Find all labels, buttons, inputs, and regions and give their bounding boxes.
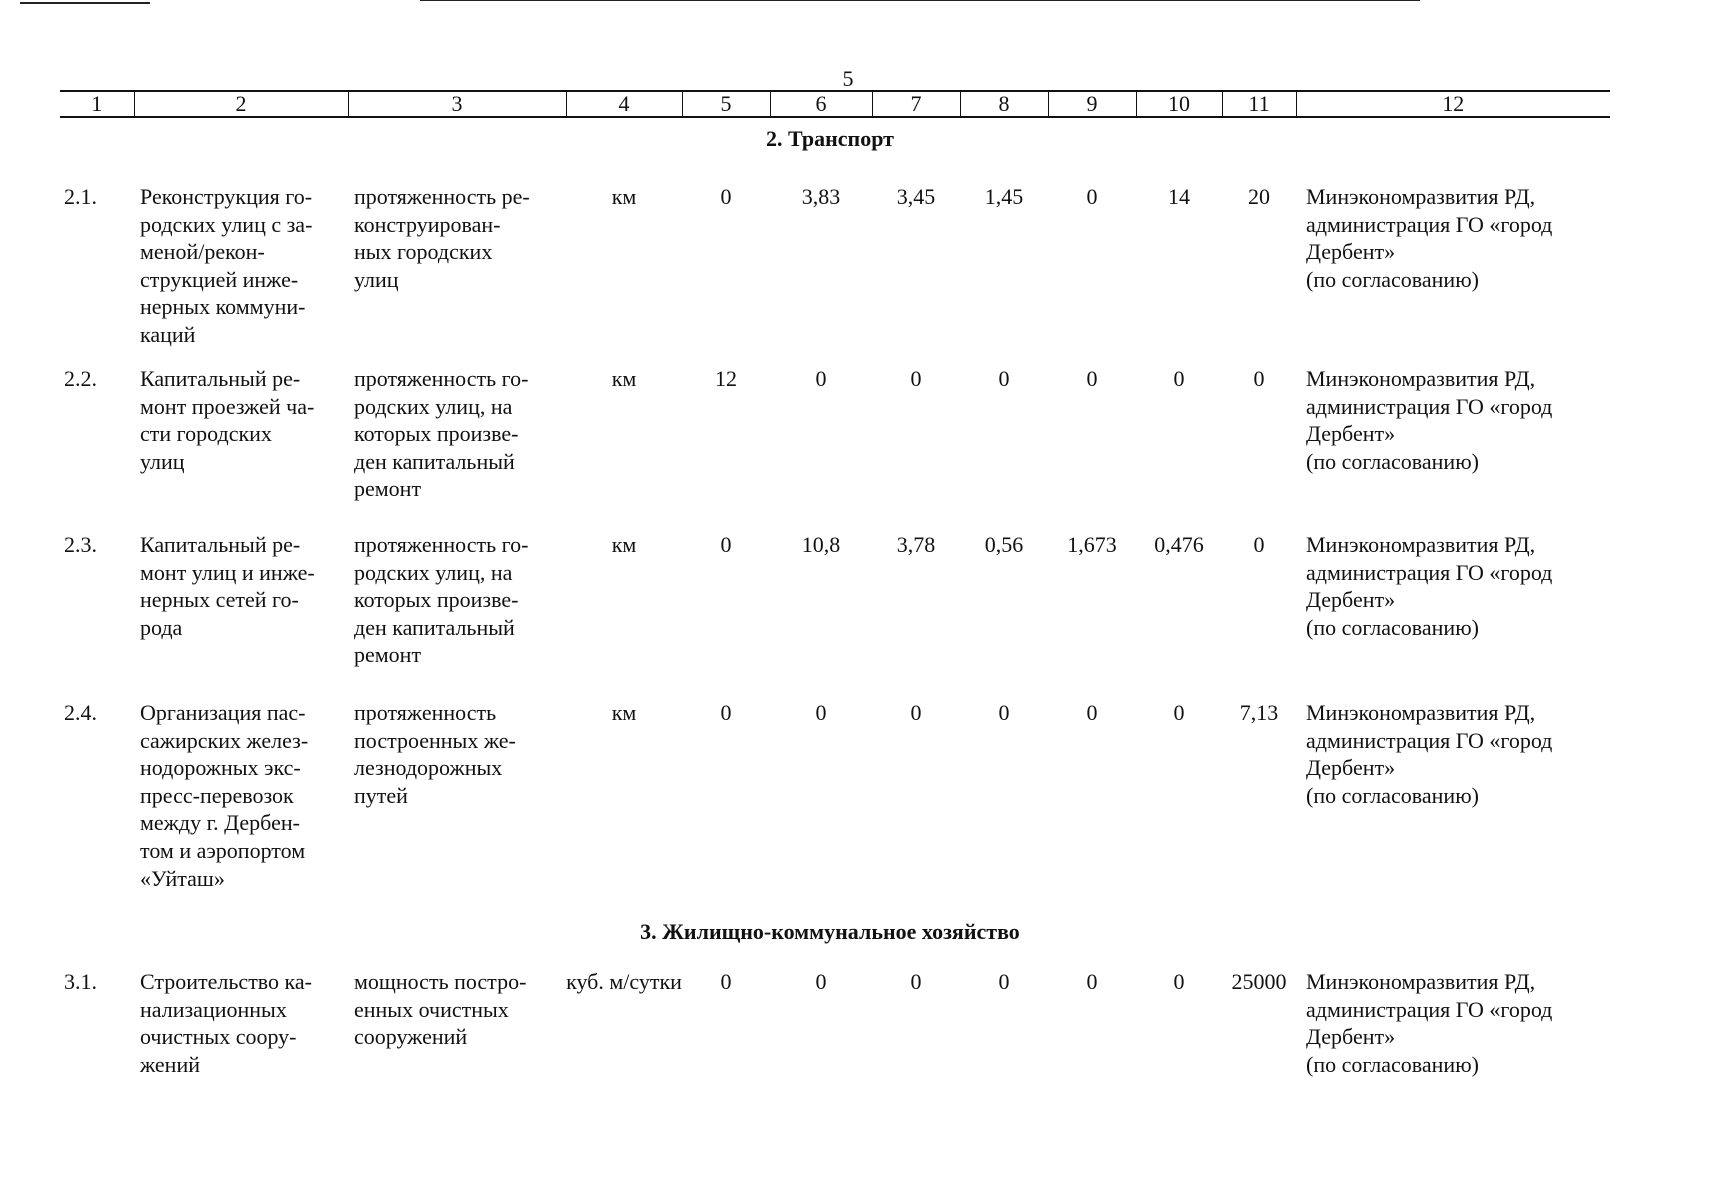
- unit-cell: км: [611, 366, 637, 391]
- measure-name: Реконструкция го- родских улиц с за- меной/рекон- струкцией инже- нерных коммуни- каций: [140, 184, 313, 347]
- table-row: [60, 699, 1600, 909]
- value-cell: 14: [1168, 184, 1190, 209]
- indicator-name: протяженность го- родских улиц, на которых произве- ден капитальный ремонт: [354, 532, 529, 668]
- column-number: 10: [1136, 91, 1222, 117]
- column-number-header: [60, 90, 1610, 118]
- value-cell: 0: [1086, 969, 1098, 994]
- table-row: [60, 531, 1600, 699]
- column-number: 6: [770, 91, 872, 117]
- value-cell: 0: [998, 969, 1010, 994]
- data-table-housing: [60, 968, 1600, 1088]
- row-number: 2.3.: [64, 532, 97, 557]
- indicator-name: протяженность ре- конструирован- ных городских улиц: [354, 184, 530, 292]
- column-number: 5: [682, 91, 770, 117]
- value-cell: 0: [815, 969, 827, 994]
- column-number: 2: [134, 91, 348, 117]
- value-cell: 0: [720, 969, 732, 994]
- top-border-line: [420, 0, 1420, 1]
- section-title-transport: 2. Транспорт: [766, 126, 894, 151]
- value-cell: 0: [910, 700, 922, 725]
- responsible-cell: Минэкономразвития РД, администрация ГО «город Дербент» (по согласованию): [1306, 532, 1553, 640]
- value-cell: 0: [1173, 366, 1185, 391]
- column-number: 7: [872, 91, 960, 117]
- value-cell: 0: [998, 700, 1010, 725]
- value-cell: 0: [910, 366, 922, 391]
- responsible-cell: Минэкономразвития РД, администрация ГО «город Дербент» (по согласованию): [1306, 700, 1553, 808]
- unit-cell: куб. м/сутки: [566, 969, 682, 994]
- unit-cell: км: [611, 700, 637, 725]
- column-number: 3: [348, 91, 566, 117]
- value-cell: 10,8: [801, 532, 841, 557]
- value-cell: 0: [1086, 366, 1098, 391]
- unit-cell: км: [611, 184, 637, 209]
- table-row: [60, 365, 1600, 531]
- indicator-name: протяженность го- родских улиц, на которых произве- ден капитальный ремонт: [354, 366, 529, 502]
- value-cell: 3,78: [896, 532, 936, 557]
- value-cell: 0: [910, 969, 922, 994]
- value-cell: 0: [720, 700, 732, 725]
- value-cell: 0: [1086, 700, 1098, 725]
- top-border-line: [20, 2, 150, 4]
- value-cell: 0: [1253, 366, 1265, 391]
- value-cell: 0: [998, 366, 1010, 391]
- value-cell: 0: [720, 532, 732, 557]
- measure-name: Организация пас- сажирских желез- нодорожных экс- пресс-перевозок между г. Дербен- том и аэропортом «Уйташ»: [140, 700, 309, 891]
- responsible-cell: Минэкономразвития РД, администрация ГО «город Дербент» (по согласованию): [1306, 366, 1553, 474]
- indicator-name: протяженность построенных же- лезнодорожных путей: [354, 700, 516, 808]
- indicator-name: мощность постро- енных очистных сооружений: [354, 969, 527, 1050]
- page-number: 5: [842, 66, 854, 91]
- value-cell: 1,45: [984, 184, 1024, 209]
- value-cell: 0: [815, 366, 827, 391]
- column-number: 9: [1048, 91, 1136, 117]
- value-cell: 0: [1173, 969, 1185, 994]
- column-number: 12: [1296, 91, 1610, 117]
- value-cell: 0,56: [984, 532, 1024, 557]
- value-cell: 20: [1248, 184, 1270, 209]
- value-cell: 3,83: [801, 184, 841, 209]
- column-number: 4: [566, 91, 682, 117]
- column-number: 11: [1222, 91, 1296, 117]
- table-row: [60, 968, 1600, 1088]
- measure-name: Капитальный ре- монт проезжей ча- сти городских улиц: [140, 366, 315, 474]
- table-row: [60, 183, 1600, 365]
- row-number: 2.1.: [64, 184, 97, 209]
- section-title-housing: 3. Жилищно-коммунальное хозяйство: [640, 919, 1020, 944]
- value-cell: 0: [1253, 532, 1265, 557]
- responsible-cell: Минэкономразвития РД, администрация ГО «город Дербент» (по согласованию): [1306, 969, 1553, 1077]
- row-number: 2.4.: [64, 700, 97, 725]
- measure-name: Капитальный ре- монт улиц и инже- нерных сетей го- рода: [140, 532, 315, 640]
- value-cell: 0,476: [1154, 532, 1204, 557]
- row-number: 3.1.: [64, 969, 97, 994]
- value-cell: 0: [1086, 184, 1098, 209]
- measure-name: Строительство ка- нализационных очистных соору- жений: [140, 969, 312, 1077]
- value-cell: 3,45: [896, 184, 936, 209]
- value-cell: 0: [815, 700, 827, 725]
- value-cell: 12: [715, 366, 737, 391]
- value-cell: 0: [720, 184, 732, 209]
- column-number: 1: [91, 91, 103, 116]
- row-number: 2.2.: [64, 366, 97, 391]
- responsible-cell: Минэкономразвития РД, администрация ГО «город Дербент» (по согласованию): [1306, 184, 1553, 292]
- value-cell: 1,673: [1067, 532, 1117, 557]
- value-cell: 7,13: [1239, 700, 1279, 725]
- column-number: 8: [960, 91, 1048, 117]
- value-cell: 0: [1173, 700, 1185, 725]
- data-table-transport: [60, 183, 1600, 909]
- unit-cell: км: [611, 532, 637, 557]
- value-cell: 25000: [1231, 969, 1287, 994]
